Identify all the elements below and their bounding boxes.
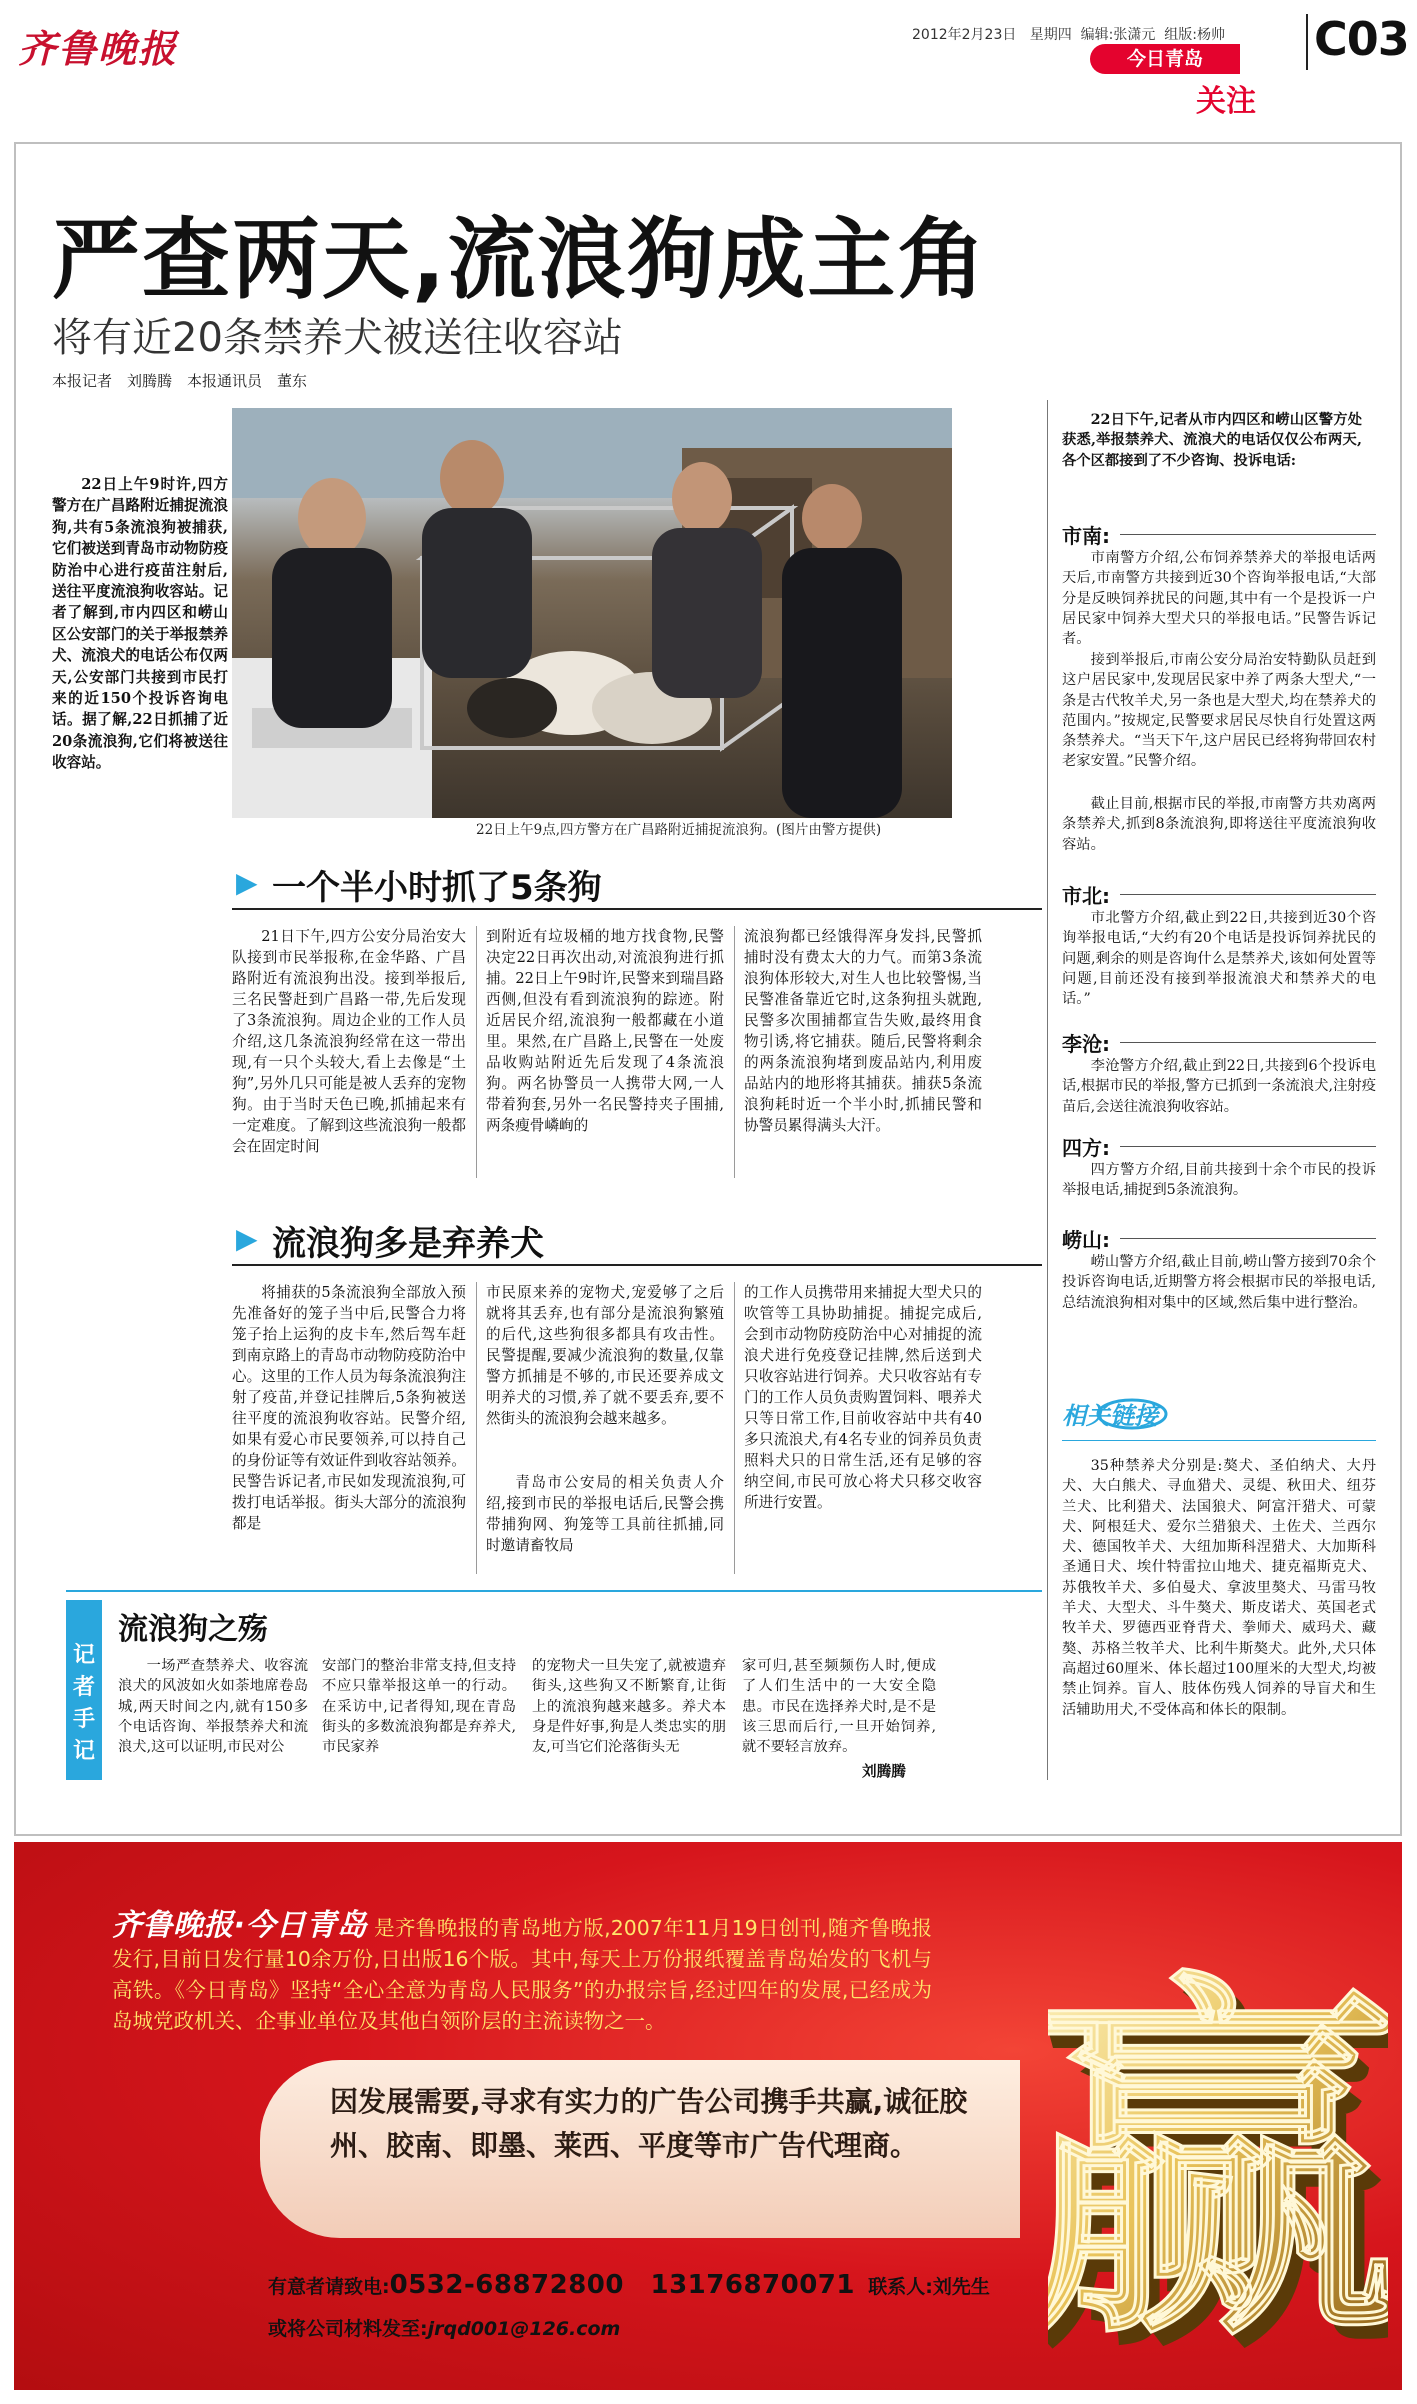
- region-heading-laoshan: 崂山:: [1062, 1228, 1110, 1252]
- region-rule: [1120, 1238, 1376, 1239]
- section1-col3: 流浪狗都已经饿得浑身发抖,民警抓捕时没有费太大的力气。而第3条流浪狗体形较大,对生人也比较警惕,当民警准备靠近它时,这条狗扭头就跑,民警多次围捕都宣告失败,最终用食物引诱,将它捕获。随后,民警将剩余的两条流浪狗堵到废品站内,利用废品站内的地形将其捕获。捕获5条流浪狗耗时近一个半小时,抓捕民警和协警员累得满头大汗。: [744, 928, 982, 1134]
- column-separator: [734, 926, 735, 1178]
- column-separator: [734, 1282, 735, 1574]
- ad-win-character: 赢: [1048, 1943, 1388, 2370]
- note-title: 流浪狗之殇: [118, 1612, 268, 1647]
- section2-col2a: 市民原来养的宠物犬,宠爱够了之后就将其丢弃,也有部分是流浪狗繁殖的后代,这些狗很多都具有攻击性。民警提醒,要减少流浪狗的数量,仅靠警方抓捕是不够的,市民还要养成文明养犬的习惯,养了就不要丢弃,要不然街头的流浪狗会越来越多。: [486, 1284, 724, 1427]
- section2-col3: 的工作人员携带用来捕捉大型犬只的吹管等工具协助捕捉。捕捉完成后,会到市动物防疫防治中心对捕捉的流浪犬进行免疫登记挂牌,然后送到犬只收容站进行饲养。犬只收容站有专门的工作人员负责购置饲料、喂养犬只等日常工作,目前收容站中共有40多只流浪犬,有4名专业的饲养员负责照料犬只的日常生活,还有足够的容纳空间,市民可放心将犬只移交收容所进行安置。: [744, 1284, 982, 1511]
- region-rule: [1120, 1146, 1376, 1147]
- ad-win-svg: [1048, 1900, 1388, 2370]
- news-photo: [232, 408, 952, 818]
- note-tab: [66, 1600, 102, 1780]
- editor: 编辑:张潇元: [1080, 27, 1156, 43]
- region-text: 接到举报后,市南公安分局治安特勤队员赶到这户居民家中,发现居民家中养了两条大型犬,“一条是古代牧羊犬,另一条也是大型犬,均在禁养犬的范围内。”按规定,民警要求居民尽快自行处置这两条禁养犬。“当天下午,这户居民已经将狗带回农村老家安置。”民警介绍。: [1062, 652, 1376, 770]
- note-col4: 家可归,甚至频频伤人时,便成了人们生活中的一大安全隐患。市民在选择养犬时,是不是该三思而后行,一旦开始饲养,就不要轻言放弃。: [742, 1658, 936, 1756]
- region-rule: [1120, 534, 1376, 535]
- region-rule: [1120, 894, 1376, 895]
- related-link-label: 相关链接: [1062, 1402, 1158, 1430]
- byline: 本报记者 刘腾腾 本报通讯员 董东: [52, 372, 308, 390]
- note-col1: 一场严查禁养犬、收容流浪犬的风波如火如荼地席卷岛城,两天时间之内,就有150多个电话咨询、举报禁养犬和流浪犬,这可以证明,市民对公: [118, 1658, 308, 1756]
- sidebar-intro: 22日下午,记者从市内四区和崂山区警方处获悉,举报禁养犬、流浪犬的电话仅仅公布两天,各个区都接到了不少咨询、投诉电话:: [1062, 412, 1362, 469]
- region-text: 崂山警方介绍,截止目前,崂山警方接到70余个投诉咨询电话,近期警方将会根据市民的举报电话,总结流浪狗相对集中的区域,然后集中进行整治。: [1062, 1254, 1376, 1311]
- note-col2: 安部门的整治非常支持,但支持不应只靠举报这单一的行动。在采访中,记者得知,现在青岛街头的多数流浪狗都是弃养犬,市民家养: [322, 1658, 516, 1756]
- ad-intro: [112, 1910, 932, 2037]
- section-rule-2: [232, 1264, 1042, 1266]
- lead-paragraph: 22日上午9时许,四方警方在广昌路附近捕捉流浪狗,共有5条流浪狗被捕获,它们被送到青岛市动物防疫防治中心进行疫苗注射后,送往平度流浪狗收容站。记者了解到,市内四区和崂山区公安部门的关于举报禁养犬、流浪犬的电话公布仅两天,公安部门共接到市民打来的近150个投诉咨询电话。据了解,22日抓捕了近20条流浪狗,它们将被送往收容站。: [52, 476, 228, 772]
- ad-mail-label: 或将公司材料发至:: [268, 2318, 428, 2340]
- section1-col2: 到附近有垃圾桶的地方找食物,民警决定22日再次出动,对流浪狗进行抓捕。22日上午9时许,民警来到瑞昌路西侧,但没有看到流浪狗的踪迹。附近居民介绍,流浪狗一般都藏在小道里。果然,在广昌路上,民警在一处废品收购站附近先后发现了4条流浪狗。两名协警员一人携带大网,一人带着狗套,另外一名民警持夹子围捕,两条瘦骨嶙峋的: [486, 928, 724, 1134]
- ad-logo: 齐鲁晚报·今日青岛: [112, 1908, 368, 1943]
- page-number: C03: [1314, 12, 1409, 66]
- ad-mail-line: [268, 2314, 620, 2341]
- region-text: 四方警方介绍,目前共接到十余个市民的投诉举报电话,捕捉到5条流浪狗。: [1062, 1162, 1376, 1199]
- ad-phone-number: 0532-68872800 13176870071: [389, 2270, 855, 2300]
- issue-weekday: 星期四: [1029, 27, 1072, 43]
- region-text: 截止目前,根据市民的举报,市南警方共劝离两条禁养犬,抓到8条流浪狗,即将送往平度流浪狗收容站。: [1062, 796, 1376, 853]
- headline: 严查两天,流浪狗成主角: [52, 208, 988, 311]
- section1-col1: 21日下午,四方公安分局治安大队接到市民举报称,在金华路、广昌路附近有流浪狗出没。接到举报后,三名民警赶到广昌路一带,先后发现了3条流浪狗。周边企业的工作人员介绍,这几条流浪狗经常在这一带出现,有一只个头较大,看上去像是“土狗”,另外几只可能是被人丢弃的宠物狗。由于当时天色已晚,抓捕起来有一定难度。了解到这些流浪狗一般都会在固定时间: [232, 928, 466, 1155]
- column-separator: [476, 926, 477, 1178]
- ad-phone-label: 有意者请致电:: [268, 2276, 390, 2298]
- related-link-text: 35种禁养犬分别是:獒犬、圣伯纳犬、大丹犬、大白熊犬、寻血猎犬、灵缇、秋田犬、纽芬兰犬、比利猎犬、法国狼犬、阿富汗猎犬、可蒙犬、阿根廷犬、爱尔兰猎狼犬、土佐犬、兰西尔犬、德国牧羊犬、大纽加斯科涅猎犬、大加斯科圣通日犬、埃什特雷拉山地犬、捷克福斯克犬、苏俄牧羊犬、多伯曼犬、拿波里獒犬、马雷马牧羊犬、大型犬、斗牛獒犬、斯皮诺犬、英国老式牧羊犬、罗德西亚脊背犬、拳师犬、威玛犬、藏獒、苏格兰牧羊犬、比利牛斯獒犬。此外,犬只体高超过60厘米、体长超过100厘米的大型犬,均被禁止饲养。盲人、肢体伤残人饲养的导盲犬和生活辅助用犬,不受体高和体长的限制。: [1062, 1458, 1376, 1718]
- subheadline: 将有近20条禁养犬被送往收容站: [52, 315, 623, 361]
- sidebar-divider: [1047, 400, 1048, 1780]
- ad-intro-text: 是齐鲁晚报的青岛地方版,2007年11月19日创刊,随齐鲁晚报发行,目前日发行量10余万份,日出版16个版。其中,每天上万份报纸覆盖青岛始发的飞机与高铁。《今日青岛》坚持“全心全意为青岛人民服务”的办报宗旨,经过四年的发展,已经成为岛城党政机关、企事业单位及其他白领阶层的主流读物之一。: [112, 1916, 932, 2033]
- region-heading-sifang: 四方:: [1062, 1136, 1110, 1160]
- section-heading-2: 流浪狗多是弃养犬: [272, 1224, 544, 1264]
- masthead-logo: 齐鲁晚报: [18, 26, 179, 71]
- note-tab-label: 记者手记: [73, 1643, 96, 1764]
- ad-win-graphic: [1048, 1900, 1388, 2370]
- region-heading-licang: 李沧:: [1062, 1032, 1110, 1056]
- ad-win-shadow: 赢: [1048, 1957, 1388, 2370]
- section2-col2b: 青岛市公安局的相关负责人介绍,接到市民的举报电话后,民警会携带捕狗网、狗笼等工具前往抓捕,同时邀请畜牧局: [486, 1474, 724, 1554]
- issue-meta: [912, 24, 1225, 44]
- region-text: 市南警方介绍,公布饲养禁养犬的举报电话两天后,市南警方共接到近30个咨询举报电话,“大部分是反映饲养扰民的问题,其中有一个是投诉一户居民家中饲养大型犬只的举报电话。”民警告诉记者。: [1062, 550, 1376, 648]
- ad-callout: 因发展需要,寻求有实力的广告公司携手共赢,诚征胶州、胶南、即墨、莱西、平度等市广告代理商。: [330, 2085, 968, 2162]
- region-text: 李沧警方介绍,截止到22日,共接到6个投诉电话,根据市民的举报,警方已抓到一条流浪犬,注射疫苗后,会送往流浪狗收容站。: [1062, 1058, 1376, 1115]
- section-marker-icon: ▶: [236, 866, 258, 899]
- section-title: 关注: [1196, 84, 1256, 119]
- header-divider: [1306, 14, 1308, 70]
- section-marker-icon: ▶: [236, 1222, 258, 1255]
- related-link-badge: [1062, 1390, 1182, 1432]
- section-heading-1: 一个半小时抓了5条狗: [272, 868, 602, 908]
- column-separator: [476, 1282, 477, 1574]
- section-rule-1: [232, 908, 1042, 910]
- layout-editor: 组版:杨帅: [1164, 27, 1225, 43]
- link-rule: [1062, 1440, 1376, 1441]
- ad-phone-line: [268, 2264, 990, 2301]
- photo-caption: 22日上午9点,四方警方在广昌路附近捕捉流浪狗。(图片由警方提供): [476, 822, 882, 838]
- ad-mail-address: jrqd001@126.com: [427, 2318, 621, 2340]
- region-heading-shibei: 市北:: [1062, 884, 1110, 908]
- section-bar: 今日青岛: [1090, 44, 1240, 74]
- ad-contact: 联系人:刘先生: [868, 2276, 990, 2298]
- section2-col1: 将捕获的5条流浪狗全部放入预先准备好的笼子当中后,民警合力将笼子抬上运狗的皮卡车,然后驾车赶到南京路上的青岛市动物防疫防治中心。这里的工作人员为每条流浪狗注射了疫苗,并登记挂牌后,5条狗被送往平度的流浪狗收容站。民警介绍,如果有爱心市民要领养,可以持自己的身份证等有效证件到收容站领养。民警告诉记者,市民如发现流浪狗,可拨打电话举报。街头大部分的流浪狗都是: [232, 1284, 466, 1532]
- note-rule: [66, 1590, 1042, 1592]
- photo-illustration: [232, 408, 952, 818]
- issue-date: 2012年2月23日: [912, 27, 1017, 43]
- note-col3: 的宠物犬一旦失宠了,就被遗弃街头,这些狗又不断繁育,让街上的流浪狗越来越多。养犬本身是件好事,狗是人类忠实的朋友,可当它们沦落街头无: [532, 1658, 726, 1756]
- region-text: 市北警方介绍,截止到22日,共接到近30个咨询举报电话,“大约有20个电话是投诉饲养扰民的问题,剩余的则是咨询什么是禁养犬,该如何处置等问题,目前还没有接到举报流浪犬和禁养犬的电话。”: [1062, 910, 1376, 1008]
- region-rule: [1120, 1042, 1376, 1043]
- region-heading-shinan: 市南:: [1062, 524, 1110, 548]
- note-author: 刘腾腾: [862, 1763, 906, 1780]
